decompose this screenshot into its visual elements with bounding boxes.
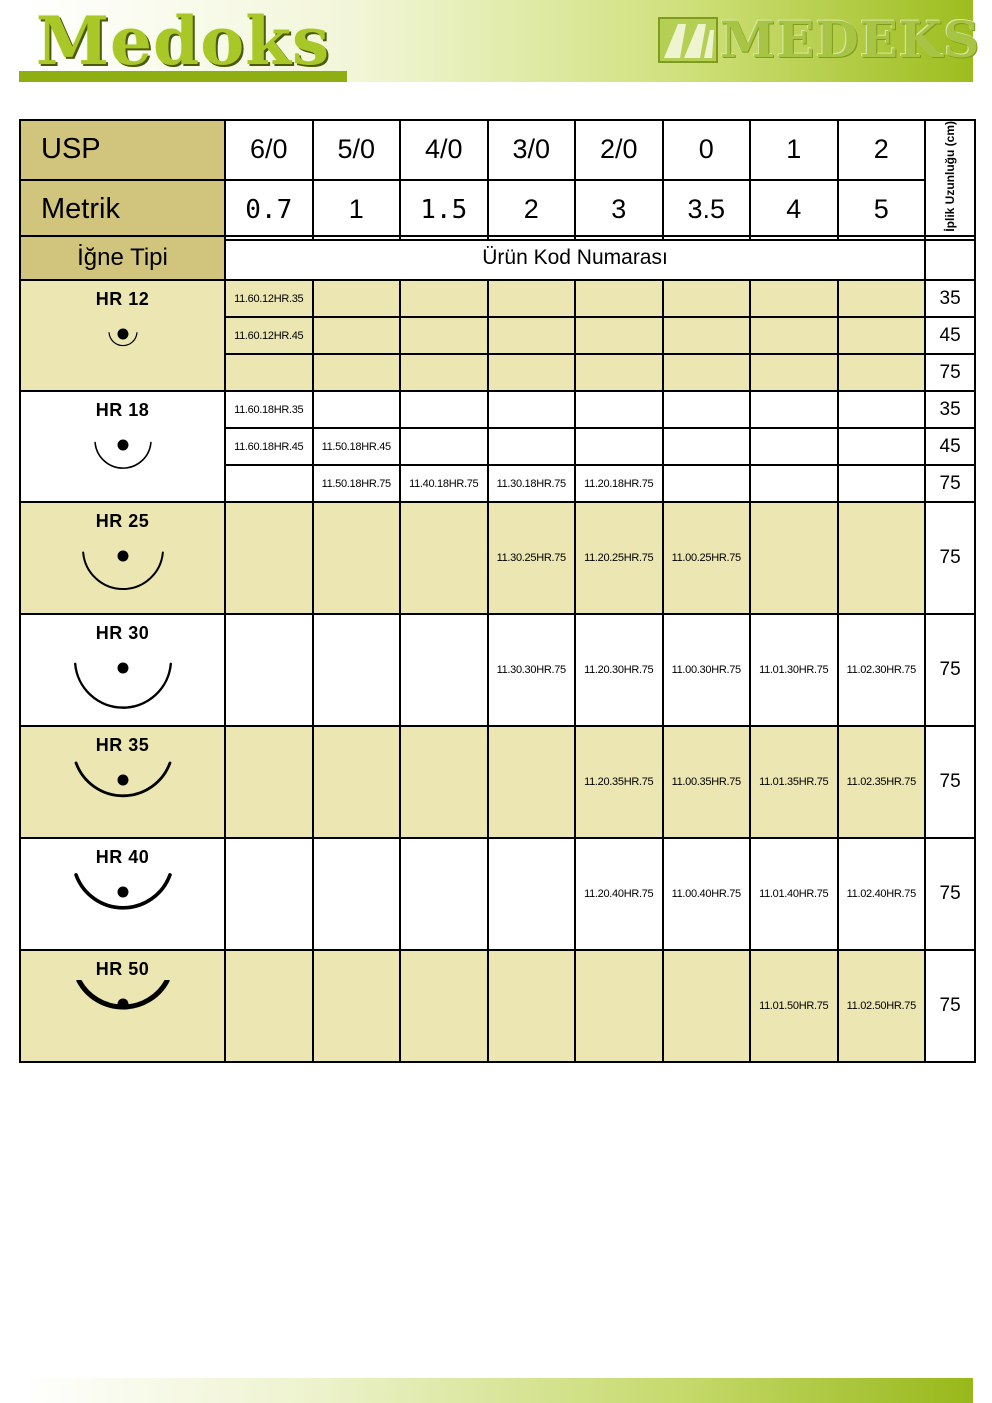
product-code-cell: [488, 317, 576, 354]
metric-value: 5: [838, 180, 926, 240]
needle-curve-icon: [23, 756, 223, 834]
product-code-cell: [225, 726, 313, 838]
product-code-cell: [838, 465, 926, 502]
product-code-cell: 11.30.18HR.75: [488, 465, 576, 502]
product-code-cell: [838, 280, 926, 317]
needle-curve-icon: [23, 868, 223, 946]
product-code-cell: 11.00.35HR.75: [663, 726, 751, 838]
needle-curve-icon: [23, 310, 223, 388]
product-code-cell: [400, 354, 488, 391]
product-code-cell: [225, 950, 313, 1062]
metric-value: 4: [750, 180, 838, 240]
product-code-cell: 11.00.30HR.75: [663, 614, 751, 726]
usp-value: 4/0: [400, 120, 488, 180]
needle-cell: [20, 391, 225, 502]
thread-length-cell: 75: [925, 614, 975, 726]
product-code-cell: [488, 950, 576, 1062]
product-code-cell: 11.01.40HR.75: [750, 838, 838, 950]
needle-name: HR 35: [95, 735, 150, 755]
product-code-cell: [838, 317, 926, 354]
product-code-cell: 11.02.35HR.75: [838, 726, 926, 838]
product-code-cell: [575, 391, 663, 428]
product-code-cell: [750, 280, 838, 317]
thread-length-cell: 75: [925, 838, 975, 950]
product-row: [20, 614, 975, 726]
product-code-cell: [225, 502, 313, 614]
length-header-cell: [925, 120, 975, 240]
usp-value: 5/0: [313, 120, 401, 180]
needle-name: HR 12: [95, 289, 150, 309]
product-code-cell: [575, 428, 663, 465]
product-code-cell: [313, 317, 401, 354]
product-code-cell: [663, 465, 751, 502]
thread-length-cell: 75: [925, 726, 975, 838]
product-code-cell: 11.02.50HR.75: [838, 950, 926, 1062]
product-code-cell: 11.50.18HR.45: [313, 428, 401, 465]
metric-value: 2: [488, 180, 576, 240]
needle-dot-icon: [117, 663, 128, 674]
product-code-cell: [400, 950, 488, 1062]
product-code-cell: [575, 950, 663, 1062]
product-code-cell: [313, 614, 401, 726]
product-code-cell: 11.20.40HR.75: [575, 838, 663, 950]
product-code-cell: [750, 465, 838, 502]
product-code-cell: [750, 502, 838, 614]
product-code-cell: [313, 391, 401, 428]
product-row: [20, 502, 975, 614]
product-header-row: [20, 236, 975, 280]
product-code-cell: 11.60.18HR.35: [225, 391, 313, 428]
needle-dot-icon: [117, 551, 128, 562]
product-row: [20, 726, 975, 838]
metric-label: Metrik: [20, 180, 225, 240]
product-code-cell: 11.02.30HR.75: [838, 614, 926, 726]
needle-cell: [20, 614, 225, 726]
thread-length-cell: 75: [925, 502, 975, 614]
needle-curve-icon: [23, 421, 223, 499]
product-code-cell: [750, 317, 838, 354]
metric-value: 0.7: [225, 180, 313, 240]
product-row: [20, 950, 975, 1062]
usp-value: 1: [750, 120, 838, 180]
usp-value: 3/0: [488, 120, 576, 180]
product-row: [20, 391, 975, 428]
needle-dot-icon: [117, 440, 128, 451]
product-code-cell: [400, 502, 488, 614]
spec-table: [19, 119, 976, 241]
product-code-cell: 11.60.12HR.45: [225, 317, 313, 354]
product-code-cell: 11.30.30HR.75: [488, 614, 576, 726]
needle-name: HR 50: [95, 959, 150, 979]
product-code-cell: 11.01.35HR.75: [750, 726, 838, 838]
metric-value: 3: [575, 180, 663, 240]
needle-type-header: İğne Tipi: [20, 236, 225, 280]
product-code-cell: 11.01.50HR.75: [750, 950, 838, 1062]
product-code-cell: [225, 354, 313, 391]
usp-value: 2: [838, 120, 926, 180]
metric-row: [20, 180, 975, 240]
product-code-cell: [313, 838, 401, 950]
thread-length-cell: 75: [925, 354, 975, 391]
product-code-cell: [575, 354, 663, 391]
product-code-cell: 11.50.18HR.75: [313, 465, 401, 502]
product-row: [20, 280, 975, 317]
product-code-cell: 11.01.30HR.75: [750, 614, 838, 726]
length-header-blank: [925, 236, 975, 280]
product-code-cell: 11.00.40HR.75: [663, 838, 751, 950]
needle-curve-icon: [23, 532, 223, 610]
needle-name: HR 30: [95, 623, 150, 643]
product-code-cell: [488, 428, 576, 465]
product-code-cell: 11.60.18HR.45: [225, 428, 313, 465]
product-code-cell: [313, 726, 401, 838]
product-code-cell: 11.30.25HR.75: [488, 502, 576, 614]
medeks-brand-text: MEDEKS: [720, 10, 981, 69]
medeks-m-icon: [658, 16, 720, 64]
product-code-cell: [663, 391, 751, 428]
thread-length-cell: 45: [925, 317, 975, 354]
product-code-cell: [750, 428, 838, 465]
needle-curve-icon: [23, 644, 223, 722]
product-code-cell: [313, 280, 401, 317]
needle-name: HR 25: [95, 511, 150, 531]
product-code-header: Ürün Kod Numarası: [225, 236, 925, 280]
needle-dot-icon: [117, 887, 128, 898]
product-code-cell: [400, 428, 488, 465]
product-code-cell: [488, 838, 576, 950]
usp-value: 0: [663, 120, 751, 180]
thread-length-cell: 35: [925, 391, 975, 428]
product-code-cell: [313, 354, 401, 391]
product-code-cell: 11.60.12HR.35: [225, 280, 313, 317]
product-code-table: [19, 235, 976, 1063]
thread-length-cell: 45: [925, 428, 975, 465]
metric-value: 1: [313, 180, 401, 240]
footer-banner: [19, 1378, 973, 1403]
product-code-cell: [838, 391, 926, 428]
product-code-cell: [750, 354, 838, 391]
needle-cell: [20, 280, 225, 391]
product-code-cell: [488, 354, 576, 391]
thread-length-cell: 75: [925, 465, 975, 502]
product-code-cell: [400, 391, 488, 428]
needle-name: HR 40: [95, 847, 150, 867]
product-code-cell: [838, 354, 926, 391]
needle-name: HR 18: [95, 400, 150, 420]
product-code-cell: [400, 280, 488, 317]
product-code-cell: [400, 317, 488, 354]
product-code-cell: 11.20.35HR.75: [575, 726, 663, 838]
product-code-cell: [488, 726, 576, 838]
usp-label: USP: [20, 120, 225, 180]
product-code-cell: [575, 317, 663, 354]
product-code-cell: [838, 428, 926, 465]
needle-curve-icon: [23, 980, 223, 1058]
product-code-cell: [488, 391, 576, 428]
product-code-cell: [225, 838, 313, 950]
usp-value: 2/0: [575, 120, 663, 180]
needle-cell: [20, 726, 225, 838]
product-code-cell: [400, 614, 488, 726]
usp-row: [20, 120, 975, 180]
thread-length-cell: 35: [925, 280, 975, 317]
product-code-cell: [663, 317, 751, 354]
product-code-cell: [663, 354, 751, 391]
product-row: [20, 838, 975, 950]
product-code-cell: [575, 280, 663, 317]
product-code-cell: [838, 502, 926, 614]
product-code-cell: [488, 280, 576, 317]
product-code-cell: 11.20.25HR.75: [575, 502, 663, 614]
metric-value: 3.5: [663, 180, 751, 240]
product-code-cell: [313, 950, 401, 1062]
needle-dot-icon: [117, 329, 128, 340]
product-code-cell: 11.00.25HR.75: [663, 502, 751, 614]
product-code-cell: [313, 502, 401, 614]
usp-value: 6/0: [225, 120, 313, 180]
product-code-cell: [663, 950, 751, 1062]
needle-cell: [20, 502, 225, 614]
product-code-cell: 11.40.18HR.75: [400, 465, 488, 502]
medoks-logo-text: Medoks: [36, 2, 331, 80]
product-code-cell: [750, 391, 838, 428]
thread-length-cell: 75: [925, 950, 975, 1062]
needle-cell: [20, 950, 225, 1062]
product-code-cell: 11.20.18HR.75: [575, 465, 663, 502]
product-code-cell: [663, 280, 751, 317]
product-code-cell: [225, 465, 313, 502]
product-code-cell: [663, 428, 751, 465]
product-code-cell: 11.20.30HR.75: [575, 614, 663, 726]
medeks-logo: [658, 10, 981, 69]
length-header: İplik Uzunluğu (cm): [943, 121, 957, 232]
needle-cell: [20, 838, 225, 950]
product-code-cell: [225, 614, 313, 726]
product-code-cell: [400, 726, 488, 838]
metric-value: 1.5: [400, 180, 488, 240]
product-code-cell: 11.02.40HR.75: [838, 838, 926, 950]
product-code-cell: [400, 838, 488, 950]
needle-dot-icon: [117, 775, 128, 786]
